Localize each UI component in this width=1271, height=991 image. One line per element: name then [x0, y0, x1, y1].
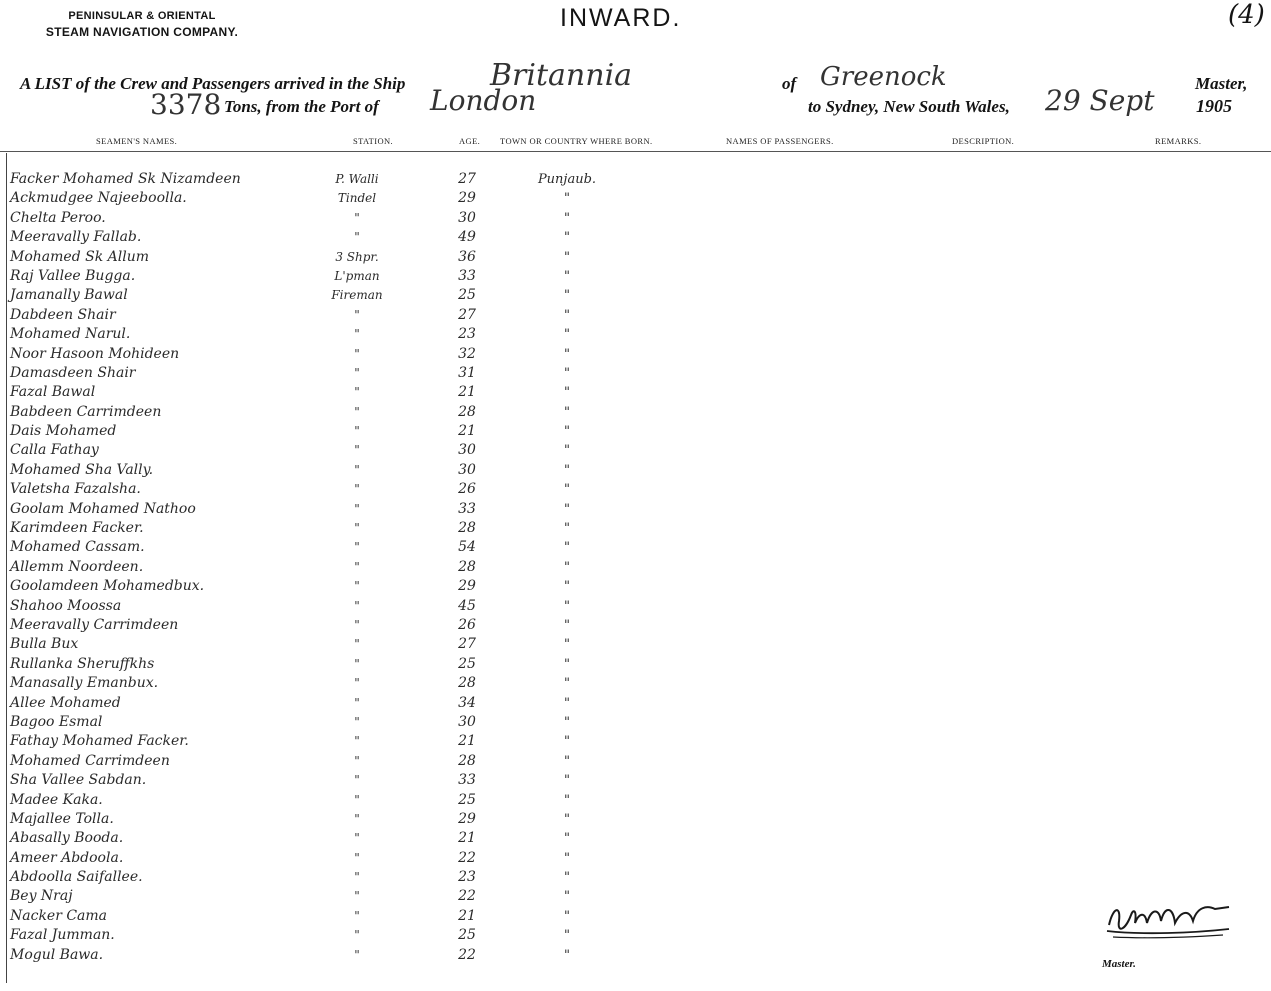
crew-name: Mohamed Sk Allum — [10, 248, 149, 265]
crew-birthplace: " — [564, 540, 570, 556]
crew-age: 30 — [458, 209, 476, 226]
crew-birthplace: " — [564, 249, 570, 265]
crew-name: Majallee Tolla. — [10, 810, 114, 827]
crew-row — [0, 538, 700, 557]
crew-station: " — [354, 850, 360, 865]
crew-age: 23 — [458, 326, 476, 343]
home-port: Greenock — [820, 62, 947, 92]
crew-age: 22 — [458, 946, 476, 963]
arrival-year: 1905 — [1196, 96, 1232, 116]
crew-age: 29 — [458, 190, 476, 207]
crew-station: " — [354, 482, 360, 497]
column-station: STATION. — [353, 136, 394, 146]
crew-birthplace: " — [564, 928, 570, 944]
crew-row — [0, 597, 700, 616]
crew-name: Noor Hasoon Mohideen — [10, 345, 180, 362]
crew-age: 28 — [458, 752, 476, 769]
crew-station: " — [354, 559, 360, 574]
crew-name: Goolamdeen Mohamedbux. — [10, 578, 205, 595]
crew-row — [0, 558, 700, 577]
column-age: AGE. — [459, 136, 481, 146]
crew-birthplace: " — [564, 327, 570, 343]
crew-station: Fireman — [331, 288, 383, 303]
crew-birthplace: " — [564, 365, 570, 381]
crew-name: Madee Kaka. — [10, 791, 103, 808]
master-signature-label: Master. — [1102, 958, 1136, 970]
crew-row — [0, 286, 700, 305]
crew-row — [0, 500, 700, 519]
crew-name: Fazal Bawal — [10, 384, 96, 401]
crew-age: 33 — [458, 267, 476, 284]
crew-station: " — [354, 521, 360, 536]
crew-station: " — [354, 928, 360, 943]
crew-row — [0, 325, 700, 344]
column-passenger-names: NAMES OF PASSENGERS. — [726, 136, 834, 146]
crew-name: Meeravally Fallab. — [10, 229, 142, 246]
crew-age: 21 — [458, 423, 476, 440]
crew-name: Calla Fathay — [10, 442, 99, 459]
company-line-2: STEAM NAVIGATION COMPANY. — [45, 25, 239, 39]
crew-row — [0, 383, 700, 402]
crew-name: Abdoolla Saifallee. — [10, 869, 143, 886]
crew-age: 21 — [458, 384, 476, 401]
crew-age: 30 — [458, 713, 476, 730]
crew-age: 31 — [458, 364, 476, 381]
company-name — [22, 8, 262, 40]
crew-row — [0, 868, 700, 887]
crew-station: " — [354, 637, 360, 652]
crew-age: 22 — [458, 849, 476, 866]
crew-age: 21 — [458, 907, 476, 924]
crew-row — [0, 752, 700, 771]
crew-station: " — [354, 831, 360, 846]
crew-birthplace: " — [564, 579, 570, 595]
crew-name: Rullanka Sheruffkhs — [10, 655, 155, 672]
crew-age: 28 — [458, 520, 476, 537]
crew-age: 30 — [458, 442, 476, 459]
crew-name: Bulla Bux — [10, 636, 79, 653]
crew-station: Tindel — [337, 191, 377, 206]
master-signature — [1103, 895, 1233, 945]
crew-age: 27 — [458, 636, 476, 653]
crew-station: " — [354, 346, 360, 361]
crew-station: " — [354, 656, 360, 671]
crew-row — [0, 732, 700, 751]
crew-age: 54 — [458, 539, 476, 556]
crew-name: Damasdeen Shair — [10, 364, 136, 381]
crew-row — [0, 441, 700, 460]
destination-label: to Sydney, New South Wales, — [808, 97, 1010, 116]
crew-name: Dais Mohamed — [10, 423, 117, 440]
crew-birthplace: " — [564, 424, 570, 440]
ship-name: Britannia — [490, 58, 633, 93]
crew-birthplace: " — [564, 734, 570, 750]
column-birthplace: TOWN OR COUNTRY WHERE BORN. — [500, 136, 653, 146]
crew-row — [0, 170, 700, 189]
crew-list — [0, 170, 700, 965]
crew-station: " — [354, 210, 360, 225]
crew-birthplace: " — [564, 482, 570, 498]
crew-name: Valetsha Fazalsha. — [10, 481, 141, 498]
crew-row — [0, 926, 700, 945]
crew-row — [0, 480, 700, 499]
crew-name: Ameer Abdoola. — [10, 849, 124, 866]
crew-birthplace: " — [564, 656, 570, 672]
crew-birthplace: " — [564, 617, 570, 633]
crew-name: Dabdeen Shair — [10, 306, 116, 323]
crew-birthplace: " — [564, 501, 570, 517]
crew-birthplace: " — [564, 695, 570, 711]
crew-station: " — [354, 404, 360, 419]
crew-name: Facker Mohamed Sk Nizamdeen — [10, 171, 241, 187]
crew-station: " — [354, 501, 360, 516]
crew-birthplace: Punjaub. — [537, 172, 597, 187]
crew-station: " — [354, 773, 360, 788]
crew-row — [0, 364, 700, 383]
crew-row — [0, 849, 700, 868]
crew-age: 27 — [458, 306, 476, 323]
crew-name: Fathay Mohamed Facker. — [10, 733, 189, 750]
crew-age: 29 — [458, 810, 476, 827]
crew-station: L'pman — [334, 268, 380, 283]
crew-birthplace: " — [564, 637, 570, 653]
crew-station: " — [354, 443, 360, 458]
crew-station: " — [354, 870, 360, 885]
crew-station: " — [354, 714, 360, 729]
crew-row — [0, 577, 700, 596]
crew-row — [0, 403, 700, 422]
crew-birthplace: " — [564, 288, 570, 304]
crew-age: 45 — [458, 597, 476, 614]
crew-row — [0, 887, 700, 906]
crew-row — [0, 306, 700, 325]
crew-station: " — [354, 385, 360, 400]
page-number: (4) — [1228, 0, 1265, 30]
crew-station: P. Walli — [335, 172, 379, 186]
crew-station: " — [354, 327, 360, 342]
crew-row — [0, 713, 700, 732]
crew-row — [0, 771, 700, 790]
crew-age: 29 — [458, 578, 476, 595]
crew-name: Babdeen Carrimdeen — [10, 403, 162, 420]
header-rule — [0, 151, 1271, 152]
crew-row — [0, 791, 700, 810]
crew-age: 28 — [458, 403, 476, 420]
crew-age: 21 — [458, 830, 476, 847]
crew-row — [0, 946, 700, 965]
crew-station: " — [354, 540, 360, 555]
crew-age: 23 — [458, 869, 476, 886]
crew-station: " — [354, 307, 360, 322]
crew-birthplace: " — [564, 773, 570, 789]
crew-age: 22 — [458, 888, 476, 905]
document-title: INWARD. — [560, 4, 682, 32]
crew-station: " — [354, 230, 360, 245]
crew-row — [0, 694, 700, 713]
crew-station: " — [354, 424, 360, 439]
crew-station: 3 Shpr. — [335, 249, 379, 264]
crew-birthplace: " — [564, 947, 570, 963]
crew-birthplace: " — [564, 811, 570, 827]
crew-name: Meeravally Carrimdeen — [10, 616, 179, 633]
crew-age: 33 — [458, 500, 476, 517]
crew-station: " — [354, 695, 360, 710]
crew-birthplace: " — [564, 210, 570, 226]
crew-row — [0, 248, 700, 267]
crew-name: Fazal Jumman. — [10, 927, 115, 944]
crew-birthplace: " — [564, 521, 570, 537]
crew-name: Karimdeen Facker. — [10, 520, 144, 537]
tonnage: 3378 — [150, 88, 222, 121]
crew-age: 25 — [458, 655, 476, 672]
crew-station: " — [354, 462, 360, 477]
crew-name: Goolam Mohamed Nathoo — [10, 500, 196, 517]
crew-station: " — [354, 753, 360, 768]
crew-row — [0, 519, 700, 538]
crew-station: " — [354, 947, 360, 962]
crew-row — [0, 189, 700, 208]
crew-station: " — [354, 792, 360, 807]
crew-birthplace: " — [564, 404, 570, 420]
crew-name: Sha Vallee Sabdan. — [10, 772, 147, 789]
crew-age: 32 — [458, 345, 476, 362]
crew-name: Raj Vallee Bugga. — [10, 267, 136, 284]
list-intro: A LIST of the Crew and Passengers arrived in the Ship — [20, 74, 406, 93]
crew-birthplace: " — [564, 792, 570, 808]
crew-age: 25 — [458, 791, 476, 808]
crew-station: " — [354, 365, 360, 380]
crew-age: 26 — [458, 481, 476, 498]
crew-row — [0, 674, 700, 693]
crew-row — [0, 228, 700, 247]
crew-row — [0, 829, 700, 848]
crew-row — [0, 907, 700, 926]
company-line-1: PENINSULAR & ORIENTAL — [68, 10, 216, 22]
crew-birthplace: " — [564, 831, 570, 847]
crew-row — [0, 345, 700, 364]
crew-name: Ackmudgee Najeeboolla. — [10, 190, 187, 207]
crew-birthplace: " — [564, 462, 570, 478]
crew-station: " — [354, 811, 360, 826]
crew-age: 25 — [458, 927, 476, 944]
crew-name: Allemm Noordeen. — [10, 558, 144, 575]
crew-name: Mogul Bawa. — [10, 946, 104, 963]
crew-station: " — [354, 889, 360, 904]
of-label: of — [782, 74, 797, 93]
crew-station: " — [354, 579, 360, 594]
port-from: London — [430, 84, 537, 117]
crew-name: Nacker Cama — [10, 907, 108, 924]
crew-name: Shahoo Moossa — [10, 597, 122, 614]
crew-birthplace: " — [564, 714, 570, 730]
crew-name: Mohamed Sha Vally. — [10, 461, 154, 478]
crew-name: Manasally Emanbux. — [10, 675, 159, 692]
crew-row — [0, 635, 700, 654]
crew-row — [0, 655, 700, 674]
column-description: DESCRIPTION. — [952, 136, 1015, 146]
column-seamen-names: SEAMEN'S NAMES. — [96, 136, 178, 146]
crew-row — [0, 810, 700, 829]
crew-birthplace: " — [564, 598, 570, 614]
crew-age: 30 — [458, 461, 476, 478]
crew-name: Mohamed Carrimdeen — [10, 752, 170, 769]
crew-station: " — [354, 617, 360, 632]
crew-birthplace: " — [564, 559, 570, 575]
master-header-label: Master, — [1195, 74, 1248, 93]
crew-birthplace: " — [564, 346, 570, 362]
crew-birthplace: " — [564, 191, 570, 207]
crew-row — [0, 616, 700, 635]
crew-name: Bagoo Esmal — [10, 713, 103, 730]
crew-age: 25 — [458, 287, 476, 304]
crew-age: 21 — [458, 733, 476, 750]
crew-row — [0, 422, 700, 441]
column-remarks: REMARKS. — [1155, 136, 1202, 146]
crew-birthplace: " — [564, 753, 570, 769]
arrival-date: 29 Sept — [1045, 84, 1155, 117]
crew-age: 49 — [458, 229, 476, 246]
crew-age: 26 — [458, 616, 476, 633]
tons-label: Tons, from the Port of — [224, 97, 379, 116]
crew-row — [0, 461, 700, 480]
crew-age: 28 — [458, 558, 476, 575]
crew-name: Mohamed Narul. — [10, 326, 131, 343]
crew-birthplace: " — [564, 268, 570, 284]
crew-name: Jamanally Bawal — [10, 287, 128, 304]
crew-birthplace: " — [564, 385, 570, 401]
crew-name: Allee Mohamed — [10, 694, 121, 711]
crew-name: Bey Nraj — [10, 888, 73, 905]
crew-name: Mohamed Cassam. — [10, 539, 145, 556]
crew-birthplace: " — [564, 889, 570, 905]
crew-row — [0, 209, 700, 228]
crew-birthplace: " — [564, 676, 570, 692]
crew-age: 33 — [458, 772, 476, 789]
crew-station: " — [354, 908, 360, 923]
crew-birthplace: " — [564, 870, 570, 886]
crew-station: " — [354, 676, 360, 691]
crew-station: " — [354, 734, 360, 749]
crew-age: 36 — [458, 248, 476, 265]
crew-birthplace: " — [564, 230, 570, 246]
crew-birthplace: " — [564, 908, 570, 924]
crew-birthplace: " — [564, 307, 570, 323]
crew-age: 34 — [458, 694, 476, 711]
crew-name: Chelta Peroo. — [10, 209, 106, 226]
crew-station: " — [354, 598, 360, 613]
crew-birthplace: " — [564, 443, 570, 459]
crew-age: 27 — [458, 171, 476, 187]
crew-age: 28 — [458, 675, 476, 692]
crew-row — [0, 267, 700, 286]
crew-name: Abasally Booda. — [10, 830, 124, 847]
crew-birthplace: " — [564, 850, 570, 866]
